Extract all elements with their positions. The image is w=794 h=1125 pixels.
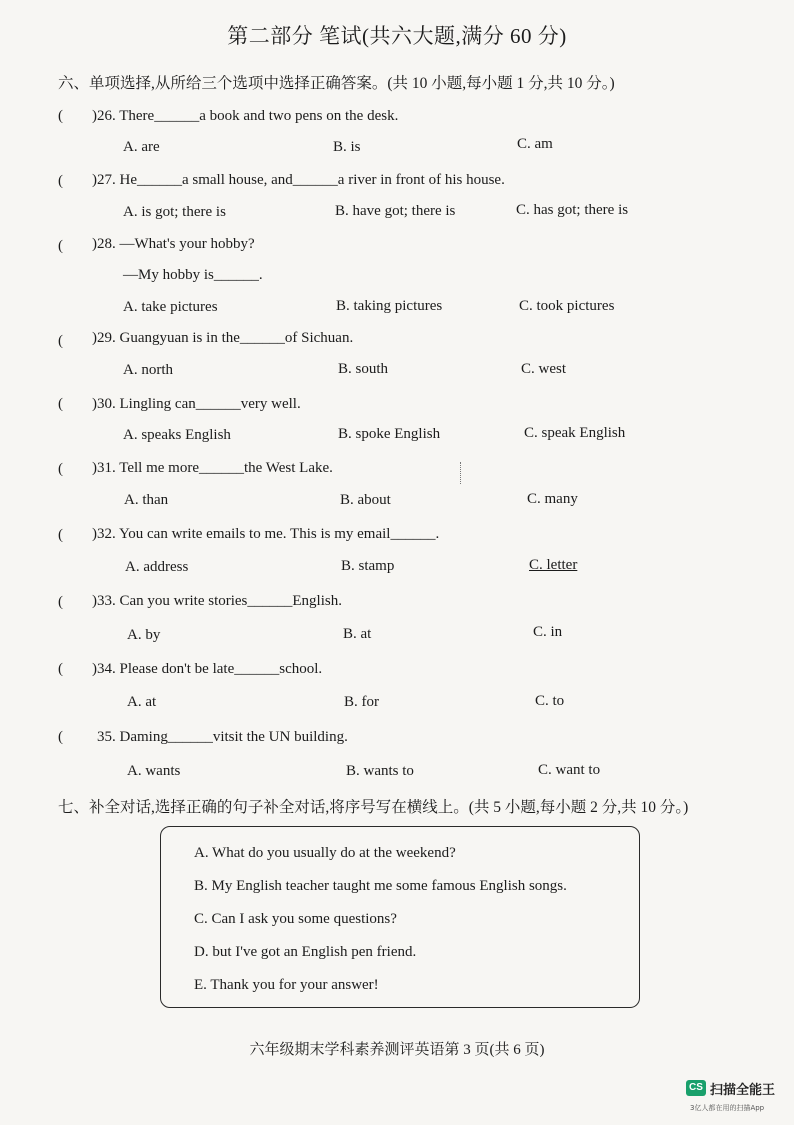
question-28-stem: )28. —What's your hobby? [92,236,255,252]
question-28-option-c: C. took pictures [519,298,615,314]
question-32-option-b: B. stamp [341,558,395,574]
answer-paren-31: ( [58,461,63,477]
answer-paren-27: ( [58,173,63,189]
question-28-option-a: A. take pictures [123,299,218,315]
question-26-option-a: A. are [123,139,160,155]
question-29-option-b: B. south [338,361,389,377]
question-34-option-a: A. at [127,694,157,710]
question-26-option-c: C. am [517,136,553,152]
question-33-option-a: A. by [127,627,161,643]
question-29-option-a: A. north [123,362,173,378]
question-30-stem: )30. Lingling can______very well. [92,396,301,412]
question-35-option-a: A. wants [127,763,181,779]
question-34-option-b: B. for [344,694,379,710]
question-28-option-b: B. taking pictures [336,298,443,314]
question-33-stem: )33. Can you write stories______English. [92,593,342,609]
question-33-option-c: C. in [533,624,563,640]
question-35-option-b: B. wants to [346,763,414,779]
question-30-option-c: C. speak English [524,425,626,441]
question-35-stem: 35. Daming______vitsit the UN building. [97,729,348,745]
box-option-c: C. Can I ask you some questions? [194,911,397,927]
question-31-stem: )31. Tell me more______the West Lake. [92,460,333,476]
page-footer: 六年级期末学科素养测评英语第 3 页(共 6 页) [249,1042,545,1058]
question-26-stem: )26. There______a book and two pens on the desk. [92,108,399,124]
page-title: 第二部分 笔试(共六大题,满分 60 分) [227,24,567,48]
question-35-option-c: C. want to [538,762,601,778]
section-six-heading: 六、单项选择,从所给三个选项中选择正确答案。(共 10 小题,每小题 1 分,共 10 分。) [58,75,615,92]
question-33-option-b: B. at [343,626,372,642]
question-28-stem-line2: —My hobby is______. [123,267,263,283]
question-27-option-b: B. have got; there is [335,203,456,219]
question-31-option-c: C. many [527,491,578,507]
question-32-stem: )32. You can write emails to me. This is my email______. [92,526,440,542]
question-30-option-b: B. spoke English [338,426,441,442]
answer-paren-32: ( [58,527,63,543]
question-34-option-c: C. to [535,693,565,709]
pencil-mark [460,462,465,484]
camscanner-logo-icon: CS [686,1080,706,1096]
question-31-option-a: A. than [124,492,169,508]
question-32-option-a: A. address [125,559,189,575]
answer-paren-34: ( [58,661,63,677]
camscanner-tagline: 3亿人都在用的扫描App [690,1104,765,1112]
camscanner-name: 扫描全能王 [710,1083,776,1098]
box-option-d: D. but I've got an English pen friend. [194,944,417,960]
answer-paren-26: ( [58,108,63,124]
question-29-stem: )29. Guangyuan is in the______of Sichuan. [92,330,354,346]
box-option-a: A. What do you usually do at the weekend? [194,845,456,861]
answer-paren-33: ( [58,594,63,610]
box-option-b: B. My English teacher taught me some famous English songs. [194,878,567,894]
answer-paren-29: ( [58,333,63,349]
question-27-option-a: A. is got; there is [123,204,226,220]
question-32-option-c: C. letter [529,557,578,573]
question-34-stem: )34. Please don't be late______school. [92,661,323,677]
answer-paren-30: ( [58,396,63,412]
question-31-option-b: B. about [340,492,391,508]
section-seven-heading: 七、补全对话,选择正确的句子补全对话,将序号写在横线上。(共 5 小题,每小题 2 分,共 10 分。) [58,799,689,816]
answer-paren-28: ( [58,238,63,254]
question-26-option-b: B. is [333,139,361,155]
question-27-stem: )27. He______a small house, and______a river in front of his house. [92,172,505,188]
box-option-e: E. Thank you for your answer! [194,977,379,993]
question-30-option-a: A. speaks English [123,427,231,443]
answer-paren-35: ( [58,729,63,745]
question-27-option-c: C. has got; there is [516,202,629,218]
question-29-option-c: C. west [521,361,566,377]
